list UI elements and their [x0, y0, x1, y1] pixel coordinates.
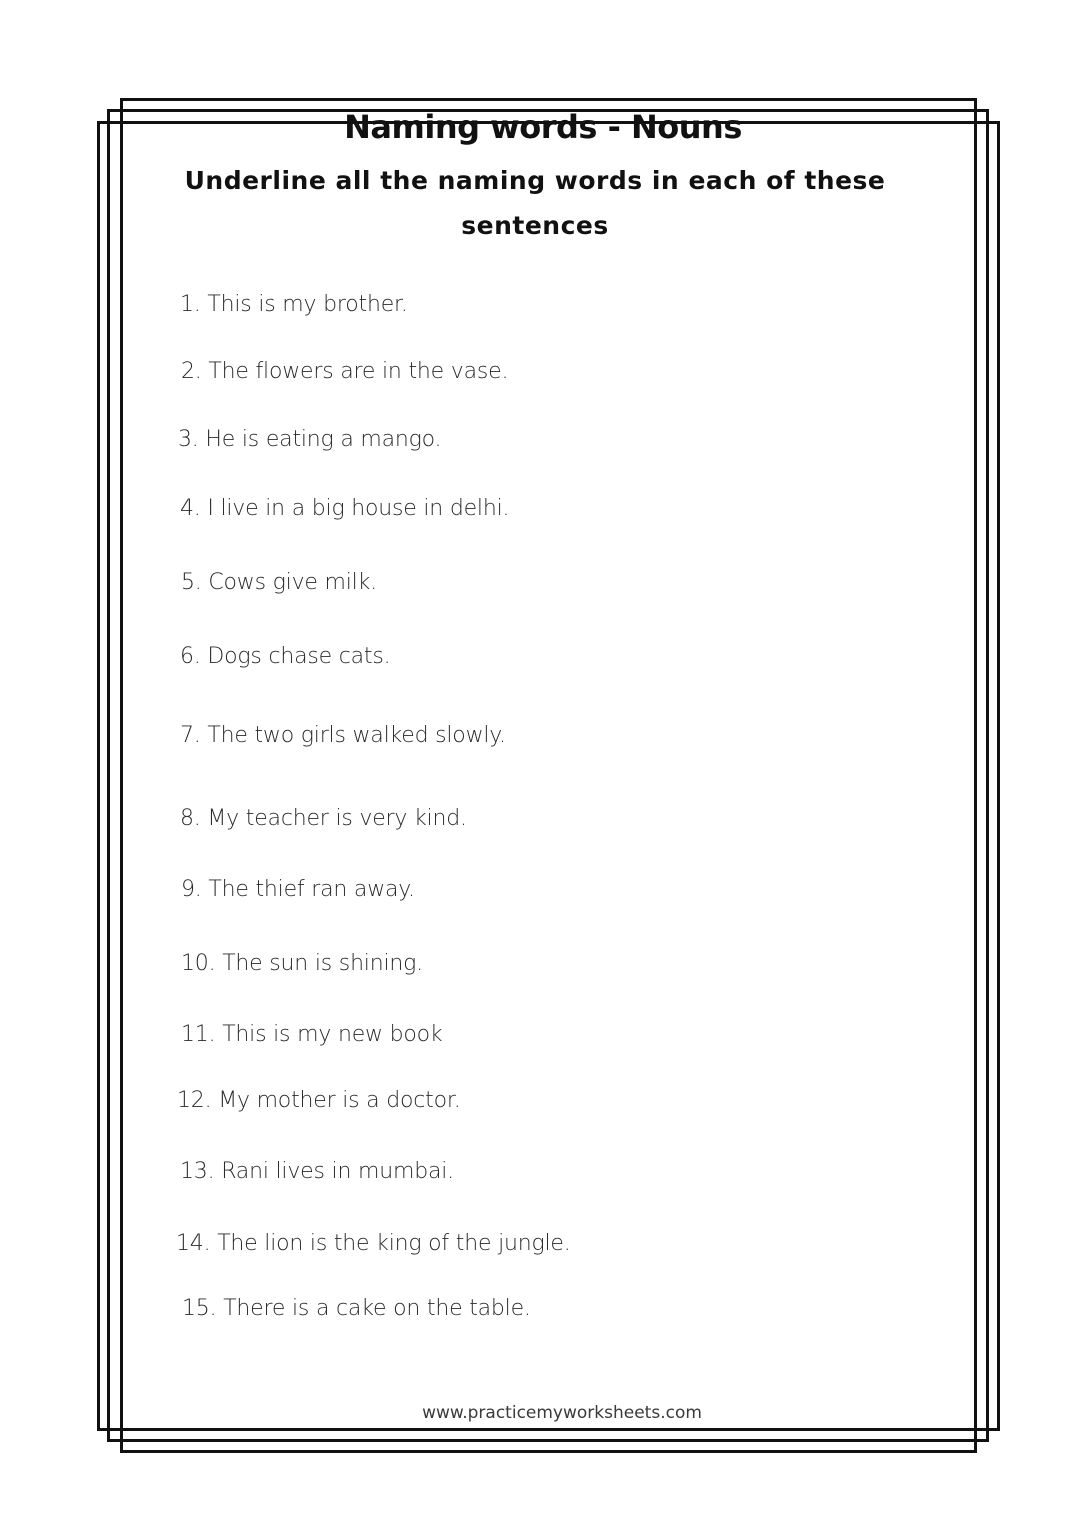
sentence-item	[180, 496, 509, 521]
item-text: The sun is shining.	[222, 951, 423, 976]
item-number: 12.	[177, 1088, 212, 1113]
sentence-item	[181, 570, 377, 595]
item-text: The flowers are in the vase.	[208, 359, 509, 384]
item-number: 10.	[181, 951, 216, 976]
item-number: 11.	[181, 1022, 216, 1047]
item-text: Dogs chase cats.	[207, 644, 391, 669]
sentence-item	[180, 806, 467, 831]
instruction-line-1: Underline all the naming words in each of these	[184, 166, 886, 195]
item-number: 14.	[176, 1231, 211, 1256]
sentence-item	[181, 877, 415, 902]
sentence-item	[181, 951, 423, 976]
item-text: My mother is a doctor.	[218, 1088, 461, 1113]
item-text: I live in a big house in delhi.	[207, 496, 510, 521]
worksheet-title: Naming words - Nouns	[344, 108, 742, 146]
item-number: 13.	[180, 1159, 215, 1184]
item-text: My teacher is very kind.	[207, 806, 467, 831]
sentence-item	[180, 1159, 454, 1184]
item-number: 7.	[180, 723, 201, 748]
item-text: The lion is the king of the jungle.	[217, 1231, 571, 1256]
item-text: Cows give milk.	[208, 570, 377, 595]
instruction-line-2: sentences	[461, 211, 609, 240]
sentence-item	[177, 1088, 460, 1113]
sentence-item	[180, 644, 390, 669]
item-text: He is eating a mango.	[205, 427, 442, 452]
item-text: There is a cake on the table.	[223, 1296, 531, 1321]
sentence-item	[176, 1231, 571, 1256]
item-number: 3.	[178, 427, 199, 452]
item-number: 8.	[180, 806, 201, 831]
item-number: 5.	[181, 570, 202, 595]
website-footer: www.practicemyworksheets.com	[422, 1403, 702, 1423]
item-number: 9.	[181, 877, 202, 902]
item-text: This is my new book	[222, 1022, 443, 1047]
item-number: 6.	[180, 644, 201, 669]
item-text: This is my brother.	[207, 292, 408, 317]
item-text: Rani lives in mumbai.	[221, 1159, 454, 1184]
sentence-item	[182, 1296, 531, 1321]
item-number: 15.	[182, 1296, 217, 1321]
item-text: The thief ran away.	[208, 877, 415, 902]
sentence-item	[181, 1022, 442, 1047]
sentence-item	[181, 359, 508, 384]
item-number: 4.	[180, 496, 201, 521]
item-text: The two girls walked slowly.	[207, 723, 506, 748]
sentence-item	[180, 292, 408, 317]
item-number: 1.	[180, 292, 201, 317]
sentence-item	[178, 427, 441, 452]
item-number: 2.	[181, 359, 202, 384]
sentence-item	[180, 723, 506, 748]
